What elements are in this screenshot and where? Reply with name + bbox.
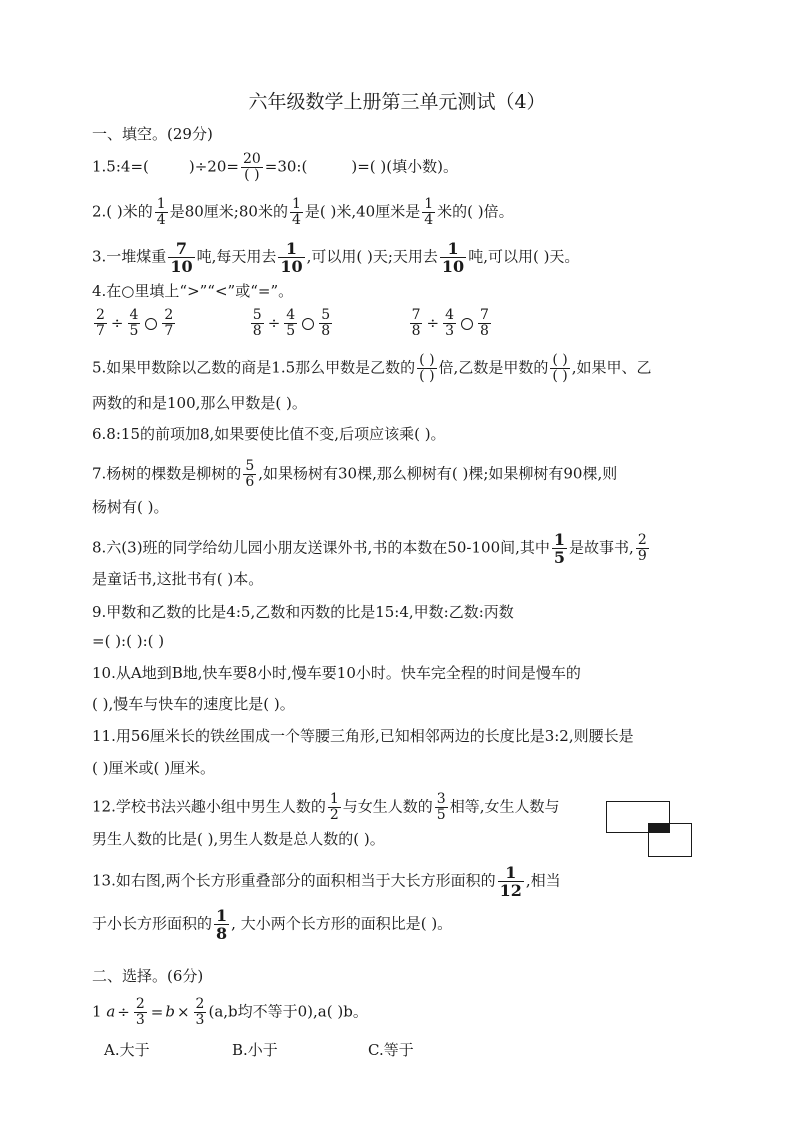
q1-text-d: )=( )(填小数)。 — [351, 157, 458, 176]
numerator: 4 — [445, 307, 454, 323]
q3-text-b: 吨,每天用去 — [196, 247, 277, 266]
q5-text-a: 5.如果甲数除以乙数的商是1.5那么甲数是乙数的 — [92, 358, 416, 377]
denominator: ( ) — [552, 368, 568, 384]
numerator: 2 — [135, 996, 145, 1012]
divide-sign: ÷ — [117, 1002, 130, 1021]
numerator: 1 — [291, 196, 301, 212]
c1-fraction-1 — [134, 997, 147, 1028]
question-3 — [92, 240, 704, 275]
question-9: 9.甲数和乙数的比是4:5,乙数和丙数的比是15:4,甲数:乙数:丙数 — [92, 603, 514, 621]
denominator: 10 — [170, 257, 193, 276]
denominator: 6 — [245, 474, 255, 490]
numerator: 7 — [479, 307, 489, 323]
q8-fraction-2 — [636, 533, 649, 564]
variable-a: a — [106, 1002, 116, 1021]
overlap-region — [649, 824, 669, 832]
c1-fraction-2 — [194, 997, 207, 1028]
numerator: 1 — [156, 196, 166, 212]
fraction — [94, 308, 107, 339]
q5-text-c: ,如果甲、乙 — [571, 358, 652, 377]
denominator: 7 — [164, 323, 174, 339]
question-4: 4.在○里填上“>”“<”或“=”。 — [92, 282, 294, 300]
fraction — [410, 308, 423, 339]
denominator: 8 — [411, 323, 421, 339]
fraction — [319, 308, 332, 339]
denominator: 8 — [479, 323, 489, 339]
comparison-3 — [408, 308, 493, 339]
q12-fraction-1 — [328, 792, 341, 823]
numerator: ( ) — [552, 352, 568, 368]
option-a[interactable]: A.大于 — [104, 1041, 150, 1059]
q8-text-a: 8.六(3)班的同学给幼儿园小朋友送课外书,书的本数在50-100间,其中 — [92, 538, 550, 557]
question-8 — [92, 531, 704, 566]
q8-text-b: 是故事书, — [569, 538, 634, 557]
q3-text-a: 3.一堆煤重 — [92, 247, 167, 266]
q1-text-b: )÷20= — [188, 157, 239, 176]
q2-fraction-2 — [290, 197, 303, 228]
question-11-line-2: ( )厘米或( )厘米。 — [92, 759, 215, 777]
question-1 — [92, 152, 704, 183]
numerator: 7 — [168, 240, 194, 258]
section-2-heading: 二、选择。(6分) — [92, 967, 204, 985]
fraction — [251, 308, 264, 339]
numerator: 2 — [195, 996, 205, 1012]
question-11: 11.用56厘米长的铁丝围成一个等腰三角形,已知相邻两边的长度比是3:2,则腰长是 — [92, 727, 634, 745]
numerator: 1 — [553, 530, 566, 549]
question-5 — [92, 353, 704, 384]
q13-text-d: , 大小两个长方形的面积比是( )。 — [231, 914, 453, 933]
q5-text-b: 倍,乙数是甲数的 — [438, 358, 549, 377]
numerator: 20 — [242, 151, 261, 167]
divide-sign: ÷ — [267, 313, 281, 332]
overlapping-rectangles-figure — [606, 797, 698, 861]
question-10: 10.从A地到B地,快车要8小时,慢车要10小时。快车完全程的时间是慢车的 — [92, 664, 581, 682]
q12-text-a: 12.学校书法兴趣小组中男生人数的 — [92, 797, 326, 816]
question-2 — [92, 197, 704, 228]
variable-b: b — [165, 1002, 175, 1021]
q7-text-b: ,如果杨树有30棵,那么柳树有( )棵;如果柳树有90棵,则 — [258, 464, 618, 483]
q2-text-b: 是80厘米;80米的 — [169, 202, 288, 221]
q5-fraction-1 — [417, 353, 436, 384]
q3-fraction-1 — [168, 240, 194, 275]
q2-text-a: 2.( )米的 — [92, 202, 153, 221]
numerator: 1 — [278, 240, 304, 258]
denominator: 3 — [445, 323, 454, 339]
times-sign: × — [176, 1002, 190, 1021]
q13-text-a: 13.如右图,两个长方形重叠部分的面积相当于大长方形面积的 — [92, 871, 496, 890]
denominator: 3 — [135, 1012, 145, 1028]
denominator: 5 — [553, 548, 566, 567]
q12-fraction-2 — [435, 792, 448, 823]
equals-sign: = — [150, 1002, 164, 1021]
q12-text-c: 相等,女生人数与 — [449, 797, 560, 816]
q3-text-c: ,可以用( )天;天用去 — [306, 247, 438, 266]
fraction — [284, 308, 297, 339]
divide-sign: ÷ — [110, 313, 124, 332]
denominator: 8 — [321, 323, 331, 339]
question-13-line-2 — [92, 907, 704, 942]
numerator: 2 — [164, 307, 174, 323]
q2-fraction-1 — [155, 197, 168, 228]
denominator: ( ) — [244, 167, 260, 183]
question-4-comparisons — [92, 308, 704, 339]
numerator: 5 — [321, 307, 331, 323]
fraction — [478, 308, 491, 339]
denominator: 8 — [252, 323, 262, 339]
q2-text-d: 米的( )倍。 — [437, 202, 514, 221]
numerator: 5 — [245, 458, 255, 474]
option-b[interactable]: B.小于 — [232, 1041, 278, 1059]
denominator: 8 — [216, 924, 228, 943]
section-1-heading: 一、填空。(29分) — [92, 125, 213, 143]
fraction — [128, 308, 141, 339]
question-10-line-2: ( ),慢车与快车的速度比是( )。 — [92, 695, 295, 713]
denominator: 2 — [329, 807, 339, 823]
fraction — [443, 308, 456, 339]
denominator: 7 — [96, 323, 105, 339]
question-12-line-2: 男生人数的比是( ),男生人数是总人数的( )。 — [92, 830, 385, 848]
denominator: 10 — [280, 257, 303, 276]
c1-text: (a,b均不等于0),a( )b。 — [208, 1002, 368, 1021]
answer-circle[interactable] — [461, 318, 473, 330]
question-13 — [92, 864, 704, 899]
q2-text-c: 是( )米,40厘米是 — [304, 202, 421, 221]
q8-fraction-1 — [552, 531, 567, 566]
denominator: 4 — [424, 212, 434, 228]
numerator: 7 — [411, 307, 421, 323]
q1-fraction — [241, 152, 263, 183]
denominator: 3 — [195, 1012, 205, 1028]
q7-text-a: 7.杨树的棵数是柳树的 — [92, 464, 242, 483]
comparison-1 — [92, 308, 244, 339]
c1-number: 1 — [92, 1002, 102, 1021]
q13-fraction-2 — [214, 907, 229, 942]
q3-fraction-2 — [278, 240, 304, 275]
question-7 — [92, 459, 704, 490]
q1-text-c: =30:( — [264, 157, 308, 176]
question-6: 6.8:15的前项加8,如果要使比值不变,后项应该乘( )。 — [92, 425, 446, 443]
q3-fraction-3 — [440, 240, 466, 275]
denominator: 10 — [441, 257, 465, 276]
option-c[interactable]: C.等于 — [368, 1041, 414, 1059]
numerator: 1 — [329, 791, 339, 807]
denominator: 4 — [291, 212, 301, 228]
question-9-line-2: =( ):( ):( ) — [92, 632, 165, 650]
q2-fraction-3 — [422, 197, 435, 228]
q13-text-c: 于小长方形面积的 — [92, 914, 213, 933]
denominator: 12 — [499, 881, 522, 900]
q1-text-a: 1.5:4=( — [92, 157, 149, 176]
choice-question-1 — [92, 997, 704, 1028]
numerator: 4 — [286, 307, 296, 323]
question-7-line-2: 杨树有( )。 — [92, 498, 169, 516]
question-5-line-2: 两数的和是100,那么甲数是( )。 — [92, 394, 307, 412]
denominator: ( ) — [419, 368, 435, 384]
comparison-2 — [249, 308, 403, 339]
q7-fraction — [243, 459, 256, 490]
page-title: 六年级数学上册第三单元测试（4） — [248, 91, 546, 113]
denominator: 5 — [286, 323, 296, 339]
numerator: 1 — [216, 906, 228, 925]
numerator: 3 — [436, 791, 446, 807]
denominator: 9 — [637, 548, 647, 564]
fraction — [162, 308, 175, 339]
numerator: 4 — [129, 307, 139, 323]
numerator: 2 — [96, 307, 105, 323]
numerator: 1 — [440, 240, 466, 258]
q3-text-d: 吨,可以用( )天。 — [468, 247, 580, 266]
q12-text-b: 与女生人数的 — [342, 797, 433, 816]
numerator: 5 — [252, 307, 262, 323]
denominator: 4 — [156, 212, 166, 228]
q5-fraction-2 — [550, 353, 569, 384]
denominator: 5 — [129, 323, 139, 339]
denominator: 5 — [436, 807, 446, 823]
numerator: 1 — [424, 196, 434, 212]
divide-sign: ÷ — [426, 313, 440, 332]
choice-options — [104, 1039, 716, 1061]
numerator: 1 — [498, 864, 524, 882]
answer-circle[interactable] — [302, 318, 314, 330]
q13-text-b: ,相当 — [525, 871, 561, 890]
numerator: 2 — [637, 532, 647, 548]
q13-fraction-1 — [498, 864, 524, 899]
question-8-line-2: 是童话书,这批书有( )本。 — [92, 570, 264, 588]
answer-circle[interactable] — [145, 318, 157, 330]
numerator: ( ) — [419, 352, 435, 368]
